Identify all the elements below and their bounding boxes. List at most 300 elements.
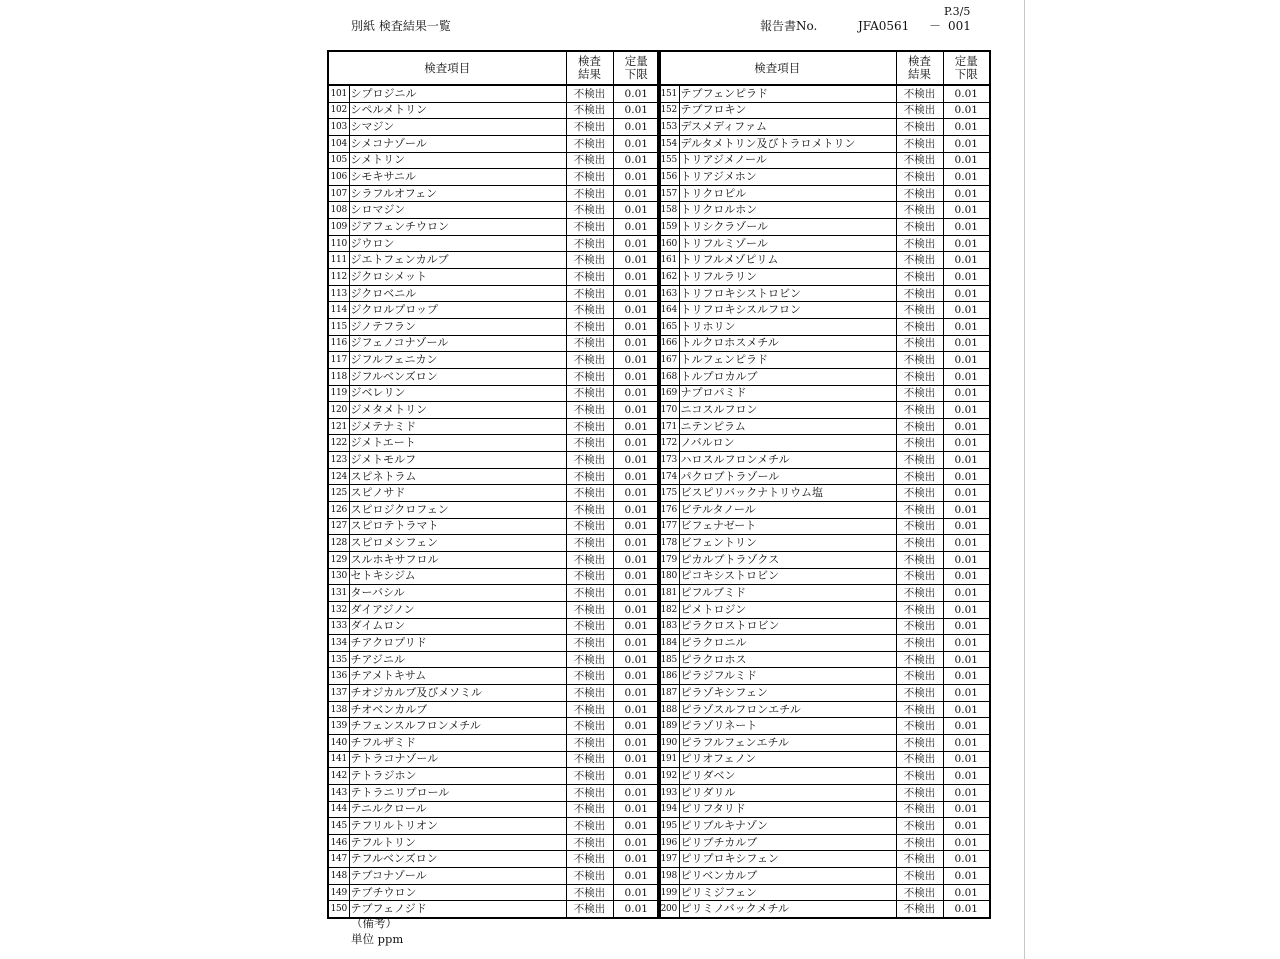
- item-limit: 0.01: [613, 734, 660, 751]
- item-result: 不検出: [566, 352, 613, 369]
- item-limit: 0.01: [943, 269, 990, 286]
- item-name: トリアジメノール: [679, 152, 896, 169]
- item-number: 114: [328, 302, 349, 319]
- item-name: ピリミノバックメチル: [679, 901, 896, 918]
- item-limit: 0.01: [613, 368, 660, 385]
- column-header-result: [896, 51, 943, 85]
- item-number: 150: [328, 901, 349, 918]
- item-limit: 0.01: [613, 402, 660, 419]
- item-number: 136: [328, 668, 349, 685]
- item-name: シメコナゾール: [349, 135, 566, 152]
- item-name: ピラジフルミド: [679, 668, 896, 685]
- item-result: 不検出: [896, 801, 943, 818]
- item-number: 168: [658, 368, 679, 385]
- item-limit: 0.01: [943, 868, 990, 885]
- item-name: トリホリン: [679, 318, 896, 335]
- item-result: 不検出: [566, 651, 613, 668]
- item-limit: 0.01: [943, 235, 990, 252]
- item-name: ピカルブトラゾクス: [679, 551, 896, 568]
- item-result: 不検出: [566, 618, 613, 635]
- item-name: ピリミジフェン: [679, 884, 896, 901]
- item-number: 188: [658, 701, 679, 718]
- table-row: [658, 102, 990, 119]
- table-row: [328, 235, 660, 252]
- item-name: ピリプロキシフェン: [679, 851, 896, 868]
- table-row: [658, 119, 990, 136]
- table-row: [658, 185, 990, 202]
- item-result: 不検出: [566, 318, 613, 335]
- item-name: ジウロン: [349, 235, 566, 252]
- item-result: 不検出: [566, 784, 613, 801]
- item-number: 191: [658, 751, 679, 768]
- item-name: ピリブチカルブ: [679, 834, 896, 851]
- item-number: 124: [328, 468, 349, 485]
- table-row: [658, 818, 990, 835]
- item-limit: 0.01: [943, 335, 990, 352]
- item-name: ピラクロストロビン: [679, 618, 896, 635]
- item-name: テフルベンズロン: [349, 851, 566, 868]
- item-name: トリシクラゾール: [679, 219, 896, 236]
- item-name: スピロジクロフェン: [349, 502, 566, 519]
- item-limit: 0.01: [943, 185, 990, 202]
- unit-note: 単位 ppm: [351, 932, 404, 946]
- item-name: デルタメトリン及びトラロメトリン: [679, 135, 896, 152]
- report-no-label: 報告書No.: [760, 19, 818, 33]
- item-result: 不検出: [896, 618, 943, 635]
- item-result: 不検出: [566, 385, 613, 402]
- table-row: [658, 635, 990, 652]
- item-number: 135: [328, 651, 349, 668]
- item-number: 166: [658, 335, 679, 352]
- item-result: 不検出: [896, 185, 943, 202]
- item-limit: 0.01: [943, 252, 990, 269]
- item-limit: 0.01: [613, 668, 660, 685]
- item-result: 不検出: [566, 568, 613, 585]
- item-result: 不検出: [566, 452, 613, 469]
- document-title: 別紙 検査結果一覧: [351, 19, 451, 33]
- item-result: 不検出: [896, 784, 943, 801]
- item-result: 不検出: [896, 734, 943, 751]
- item-name: ジノテフラン: [349, 318, 566, 335]
- item-result: 不検出: [896, 701, 943, 718]
- item-number: 139: [328, 718, 349, 735]
- item-name: トルフェンピラド: [679, 352, 896, 369]
- item-limit: 0.01: [613, 219, 660, 236]
- item-name: ジベレリン: [349, 385, 566, 402]
- item-number: 157: [658, 185, 679, 202]
- item-result: 不検出: [896, 352, 943, 369]
- item-limit: 0.01: [613, 518, 660, 535]
- item-name: ターバシル: [349, 585, 566, 602]
- item-result: 不検出: [566, 235, 613, 252]
- item-name: シプロジニル: [349, 85, 566, 102]
- item-limit: 0.01: [613, 235, 660, 252]
- item-number: 182: [658, 601, 679, 618]
- item-number: 123: [328, 452, 349, 469]
- column-header-result-line2: 結果: [578, 67, 601, 81]
- item-result: 不検出: [896, 884, 943, 901]
- item-number: 186: [658, 668, 679, 685]
- table-row: [658, 368, 990, 385]
- item-name: ナプロパミド: [679, 385, 896, 402]
- item-limit: 0.01: [943, 818, 990, 835]
- item-number: 154: [658, 135, 679, 152]
- item-name: ジフルベンズロン: [349, 368, 566, 385]
- item-number: 129: [328, 551, 349, 568]
- item-name: スピロテトラマト: [349, 518, 566, 535]
- item-limit: 0.01: [613, 302, 660, 319]
- item-result: 不検出: [896, 169, 943, 186]
- table-header-row: [328, 51, 660, 85]
- item-name: チアメトキサム: [349, 668, 566, 685]
- item-limit: 0.01: [613, 784, 660, 801]
- table-row: [328, 651, 660, 668]
- item-limit: 0.01: [943, 734, 990, 751]
- item-name: シマジン: [349, 119, 566, 136]
- item-number: 153: [658, 119, 679, 136]
- item-number: 192: [658, 768, 679, 785]
- item-number: 183: [658, 618, 679, 635]
- table-row: [658, 685, 990, 702]
- item-number: 127: [328, 518, 349, 535]
- item-limit: 0.01: [943, 851, 990, 868]
- table-row: [328, 784, 660, 801]
- table-row: [328, 418, 660, 435]
- item-number: 173: [658, 452, 679, 469]
- item-name: テトラニリプロール: [349, 784, 566, 801]
- table-row: [658, 518, 990, 535]
- table-row: [328, 618, 660, 635]
- item-limit: 0.01: [943, 318, 990, 335]
- item-name: ピフルブミド: [679, 585, 896, 602]
- item-number: 147: [328, 851, 349, 868]
- item-name: ピリオフェノン: [679, 751, 896, 768]
- item-name: ダイムロン: [349, 618, 566, 635]
- item-limit: 0.01: [613, 85, 660, 102]
- item-result: 不検出: [896, 585, 943, 602]
- item-result: 不検出: [566, 252, 613, 269]
- item-number: 156: [658, 169, 679, 186]
- item-name: トリフルメゾピリム: [679, 252, 896, 269]
- item-number: 198: [658, 868, 679, 885]
- column-header-item: 検査項目: [328, 51, 566, 85]
- item-number: 125: [328, 485, 349, 502]
- item-name: ピリフタリド: [679, 801, 896, 818]
- item-number: 116: [328, 335, 349, 352]
- item-limit: 0.01: [613, 834, 660, 851]
- table-row: [328, 818, 660, 835]
- item-name: テフリルトリオン: [349, 818, 566, 835]
- item-number: 130: [328, 568, 349, 585]
- item-result: 不検出: [896, 435, 943, 452]
- item-result: 不検出: [566, 868, 613, 885]
- item-number: 107: [328, 185, 349, 202]
- column-header-limit-line2: 下限: [954, 67, 978, 81]
- column-header-limit-line1: 定量: [624, 54, 648, 68]
- item-result: 不検出: [896, 485, 943, 502]
- item-result: 不検出: [896, 901, 943, 918]
- item-limit: 0.01: [943, 302, 990, 319]
- item-number: 145: [328, 818, 349, 835]
- item-number: 134: [328, 635, 349, 652]
- item-name: デスメディファム: [679, 119, 896, 136]
- table-row: [658, 618, 990, 635]
- item-name: ビフェントリン: [679, 535, 896, 552]
- item-limit: 0.01: [613, 318, 660, 335]
- item-name: スルホキサフロル: [349, 551, 566, 568]
- table-row: [658, 801, 990, 818]
- item-number: 140: [328, 734, 349, 751]
- item-result: 不検出: [896, 452, 943, 469]
- item-result: 不検出: [896, 668, 943, 685]
- table-row: [658, 418, 990, 435]
- item-number: 176: [658, 502, 679, 519]
- item-name: ダイアジノン: [349, 601, 566, 618]
- item-limit: 0.01: [943, 551, 990, 568]
- item-result: 不検出: [896, 635, 943, 652]
- item-name: チオジカルブ及びメソミル: [349, 685, 566, 702]
- item-limit: 0.01: [613, 468, 660, 485]
- item-result: 不検出: [896, 518, 943, 535]
- item-name: トリクロピル: [679, 185, 896, 202]
- item-limit: 0.01: [613, 801, 660, 818]
- table-row: [328, 252, 660, 269]
- table-row: [328, 269, 660, 286]
- item-name: ピラゾキシフェン: [679, 685, 896, 702]
- table-row: [658, 468, 990, 485]
- item-limit: 0.01: [943, 418, 990, 435]
- item-name: スピノサド: [349, 485, 566, 502]
- table-row: [328, 751, 660, 768]
- table-row: [658, 202, 990, 219]
- item-limit: 0.01: [943, 435, 990, 452]
- item-number: 113: [328, 285, 349, 302]
- item-limit: 0.01: [943, 518, 990, 535]
- item-result: 不検出: [896, 219, 943, 236]
- item-result: 不検出: [566, 818, 613, 835]
- item-name: チフェンスルフロンメチル: [349, 718, 566, 735]
- item-name: ピメトロジン: [679, 601, 896, 618]
- item-name: チフルザミド: [349, 734, 566, 751]
- item-limit: 0.01: [943, 635, 990, 652]
- item-name: ピリダリル: [679, 784, 896, 801]
- item-result: 不検出: [566, 219, 613, 236]
- item-limit: 0.01: [613, 135, 660, 152]
- item-number: 103: [328, 119, 349, 136]
- item-limit: 0.01: [943, 152, 990, 169]
- table-row: [658, 901, 990, 918]
- table-row: [658, 568, 990, 585]
- item-name: チオベンカルブ: [349, 701, 566, 718]
- table-row: [658, 751, 990, 768]
- table-row: [658, 285, 990, 302]
- table-row: [328, 318, 660, 335]
- table-row: [658, 834, 990, 851]
- table-row: [658, 734, 990, 751]
- item-number: 196: [658, 834, 679, 851]
- item-limit: 0.01: [943, 402, 990, 419]
- table-row: [658, 701, 990, 718]
- item-result: 不検出: [896, 152, 943, 169]
- item-limit: 0.01: [943, 452, 990, 469]
- table-row: [328, 85, 660, 102]
- item-number: 137: [328, 685, 349, 702]
- item-number: 110: [328, 235, 349, 252]
- item-number: 149: [328, 884, 349, 901]
- item-number: 195: [658, 818, 679, 835]
- item-limit: 0.01: [613, 601, 660, 618]
- item-number: 148: [328, 868, 349, 885]
- item-result: 不検出: [896, 601, 943, 618]
- item-limit: 0.01: [613, 551, 660, 568]
- table-row: [328, 352, 660, 369]
- item-result: 不検出: [896, 468, 943, 485]
- item-number: 167: [658, 352, 679, 369]
- item-result: 不検出: [566, 901, 613, 918]
- table-header-row: [658, 51, 990, 85]
- item-limit: 0.01: [613, 818, 660, 835]
- item-number: 165: [658, 318, 679, 335]
- table-row: [658, 868, 990, 885]
- item-number: 143: [328, 784, 349, 801]
- item-name: セトキシジム: [349, 568, 566, 585]
- item-name: ジメトエート: [349, 435, 566, 452]
- table-row: [658, 169, 990, 186]
- item-result: 不検出: [566, 518, 613, 535]
- item-result: 不検出: [896, 202, 943, 219]
- table-row: [658, 535, 990, 552]
- table-row: [328, 335, 660, 352]
- item-limit: 0.01: [943, 368, 990, 385]
- table-row: [658, 235, 990, 252]
- item-limit: 0.01: [613, 285, 660, 302]
- item-name: ピラクロニル: [679, 635, 896, 652]
- table-row: [328, 734, 660, 751]
- item-limit: 0.01: [943, 219, 990, 236]
- item-limit: 0.01: [613, 269, 660, 286]
- item-limit: 0.01: [943, 601, 990, 618]
- column-header-item: 検査項目: [658, 51, 896, 85]
- item-name: テニルクロール: [349, 801, 566, 818]
- item-result: 不検出: [566, 801, 613, 818]
- item-number: 115: [328, 318, 349, 335]
- item-limit: 0.01: [613, 119, 660, 136]
- table-row: [328, 202, 660, 219]
- item-name: ピリダベン: [679, 768, 896, 785]
- item-result: 不検出: [566, 152, 613, 169]
- item-number: 121: [328, 418, 349, 435]
- item-name: チアジニル: [349, 651, 566, 668]
- item-name: シラフルオフェン: [349, 185, 566, 202]
- table-row: [328, 302, 660, 319]
- item-name: トリフルミゾール: [679, 235, 896, 252]
- item-result: 不検出: [896, 651, 943, 668]
- item-limit: 0.01: [943, 884, 990, 901]
- table-row: [658, 784, 990, 801]
- item-number: 155: [658, 152, 679, 169]
- table-row: [328, 169, 660, 186]
- table-row: [658, 668, 990, 685]
- table-row: [328, 152, 660, 169]
- item-limit: 0.01: [943, 651, 990, 668]
- table-row: [658, 768, 990, 785]
- item-number: 171: [658, 418, 679, 435]
- item-limit: 0.01: [943, 169, 990, 186]
- item-number: 162: [658, 269, 679, 286]
- column-header-limit: [943, 51, 990, 85]
- item-limit: 0.01: [613, 252, 660, 269]
- item-limit: 0.01: [613, 901, 660, 918]
- item-result: 不検出: [896, 818, 943, 835]
- column-header-limit-line1: 定量: [954, 54, 978, 68]
- item-number: 172: [658, 435, 679, 452]
- item-number: 160: [658, 235, 679, 252]
- item-limit: 0.01: [943, 901, 990, 918]
- item-name: ピラクロホス: [679, 651, 896, 668]
- table-row: [658, 851, 990, 868]
- item-result: 不検出: [896, 418, 943, 435]
- item-result: 不検出: [896, 551, 943, 568]
- item-limit: 0.01: [943, 685, 990, 702]
- item-number: 179: [658, 551, 679, 568]
- report-no-code: JFA0561: [858, 19, 910, 33]
- item-result: 不検出: [566, 368, 613, 385]
- item-limit: 0.01: [613, 685, 660, 702]
- table-row: [328, 219, 660, 236]
- item-limit: 0.01: [943, 568, 990, 585]
- table-row: [658, 385, 990, 402]
- item-name: テブフロキン: [679, 102, 896, 119]
- item-name: ジメトモルフ: [349, 452, 566, 469]
- table-row: [328, 135, 660, 152]
- item-number: 193: [658, 784, 679, 801]
- item-number: 189: [658, 718, 679, 735]
- item-number: 170: [658, 402, 679, 419]
- item-result: 不検出: [896, 718, 943, 735]
- item-name: ジクロルプロップ: [349, 302, 566, 319]
- item-name: ノバルロン: [679, 435, 896, 452]
- table-row: [328, 801, 660, 818]
- item-result: 不検出: [896, 85, 943, 102]
- item-name: ジメテナミド: [349, 418, 566, 435]
- item-result: 不検出: [566, 668, 613, 685]
- item-number: 142: [328, 768, 349, 785]
- table-row: [328, 551, 660, 568]
- item-number: 120: [328, 402, 349, 419]
- table-row: [328, 402, 660, 419]
- item-result: 不検出: [566, 535, 613, 552]
- table-row: [328, 385, 660, 402]
- item-result: 不検出: [566, 335, 613, 352]
- item-limit: 0.01: [943, 285, 990, 302]
- item-limit: 0.01: [943, 618, 990, 635]
- column-header-result: [566, 51, 613, 85]
- table-row: [328, 185, 660, 202]
- item-result: 不検出: [896, 102, 943, 119]
- item-name: ピラゾリネート: [679, 718, 896, 735]
- item-result: 不検出: [566, 169, 613, 186]
- item-limit: 0.01: [943, 718, 990, 735]
- item-name: テブチウロン: [349, 884, 566, 901]
- item-number: 102: [328, 102, 349, 119]
- item-limit: 0.01: [943, 535, 990, 552]
- item-result: 不検出: [566, 768, 613, 785]
- table-row: [328, 119, 660, 136]
- item-limit: 0.01: [613, 452, 660, 469]
- item-result: 不検出: [566, 102, 613, 119]
- item-result: 不検出: [896, 751, 943, 768]
- table-row: [328, 718, 660, 735]
